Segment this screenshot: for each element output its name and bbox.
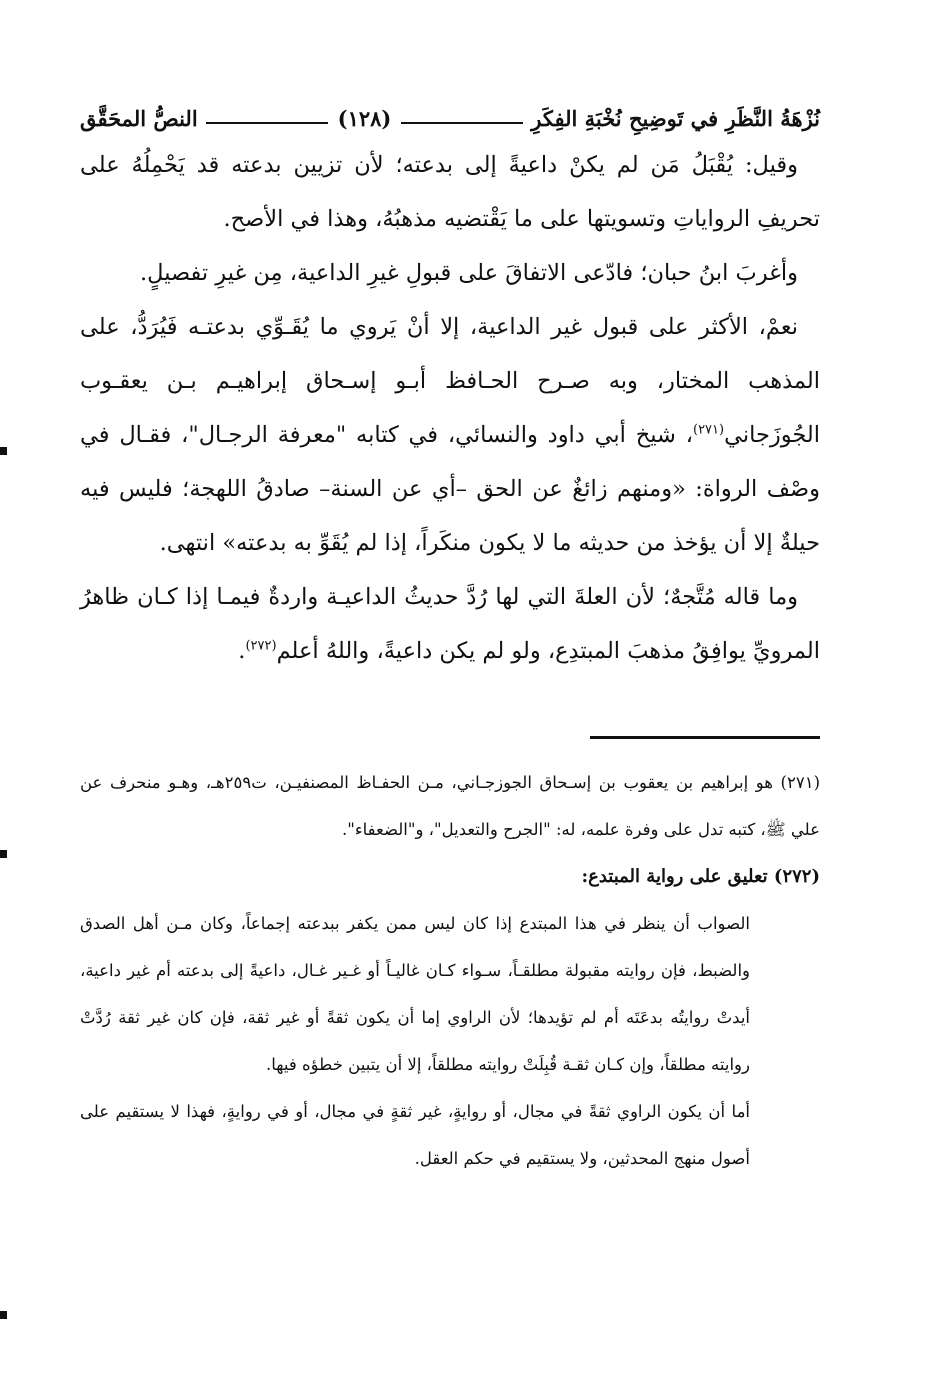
footnote-ref-271[interactable]: (٢٧١) [692,422,725,438]
header-book-title: نُزْهَةُ النَّظَرِ في تَوضِيحِ نُخْبَةِ الفِكَرِ [531,106,820,131]
paragraph-4-text: وما قاله مُتَّجهٌ؛ لأن العلةَ التي لها رُدَّ حديثُ الداعيـة واردةٌ فيمـا إذا كـان ظاهرُ المرويِّ يوافِقُ مذهبَ المبتدِع، ولو لم يكن داعيةً، واللهُ أعلم [80,584,820,664]
main-text [80,138,820,678]
paragraph-1: وقيل: يُقْبَلُ مَن لم يكنْ داعيةً إلى بدعته؛ لأن تزيين بدعته قد يَحْمِلُهُ على تحريفِ الرواياتِ وتسويتها على ما يَقْتضيه مذهبُهُ، وهذا في الأصح. [80,152,820,232]
scan-mark-top [0,447,7,455]
header-rule-right [401,122,523,124]
paragraph-3 [80,300,820,570]
page-number: (١٢٨) [337,106,392,131]
footnotes [80,759,820,1182]
footnote-272-paragraph-2: أما أن يكون الراوي ثقةً في مجال، أو روايةٍ، غير ثقةٍ في مجال، أو في روايةٍ، فهذا لا يستقيم على أصول منهج المحدثين، ولا يستقيم في حكم العقل. [80,1102,750,1168]
paragraph-3-text: نعمْ، الأكثر على قبول غير الداعية، إلا أنْ يَروي ما يُقَـوِّي بدعتـه فَيُرَدُّ، على المذهب المختار، وبه صـرح الحـافظ أبـو إسـحاق إبراهيـم بـن يعقـوب الجُوزَجاني [80,314,821,448]
header-section-title: النصُّ المحَقَّق [79,106,198,131]
footnote-ref-272[interactable]: (٢٧٢) [245,638,277,654]
footnote-271: (٢٧١) هو إبراهيم بن يعقوب بن إسـحاق الجوزجـاني، مـن الحفـاظ المصنفيـن، ت٢٥٩هـ، وهـو منحرف عن علي ﷺ، كتبه تدل على وفرة علمه، له: "الجرح والتعديل"، و"الضعفاء". [80,773,820,839]
scan-mark-middle [0,850,7,858]
scan-mark-bottom [0,1311,7,1319]
footnote-272-paragraph-1: الصواب أن ينظر في هذا المبتدع إذا كان ليس ممن يكفر ببدعته إجماعاً، وكان مـن أهل الصدق والضبط، فإن روايته مقبولة مطلقـاً، سـواء كـان غاليـاً أو غـير غـال، داعيةً إلى بدعته أم غير داعية، أيدتْ روايتُه بدعَتَه أم لم تؤيدها؛ لأن الراوي إما أن يكون ثقةً أو غير ثقة، فإن كان غير ثقة رُدَّتْ روايته مطلقاً، وإن كـان ثقـة قُبِلَتْ روايته مطلقاً، إلا أن يتبين خطؤه فيها. [80,914,750,1074]
paragraph-4-end: . [238,638,246,664]
footnote-separator [590,736,820,739]
document-page [80,100,820,1182]
running-header [80,100,820,138]
header-rule-left [206,122,328,124]
paragraph-3-continuation: ، شيخ أبي داود والنسائي، في كتابه "معرفة الرجـال"، فقـال في وصْف الرواة: «ومنهم زائغٌ عن الحق –أي عن السنة– صادقُ اللهجة؛ فليس فيه حيلةٌ إلا أن يؤخذ من حديثه ما لا يكون منكَراً، إذا لم يُقَوِّ به بدعته» انتهى. [80,422,820,556]
paragraph-4 [80,570,820,678]
footnote-272-heading: (٢٧٢) تعليق على رواية المبتدع: [581,866,820,887]
paragraph-2: وأغربَ ابنُ حبان؛ فادّعى الاتفاقَ على قبولِ غيرِ الداعية، مِن غيرِ تفصيلٍ. [140,260,798,286]
